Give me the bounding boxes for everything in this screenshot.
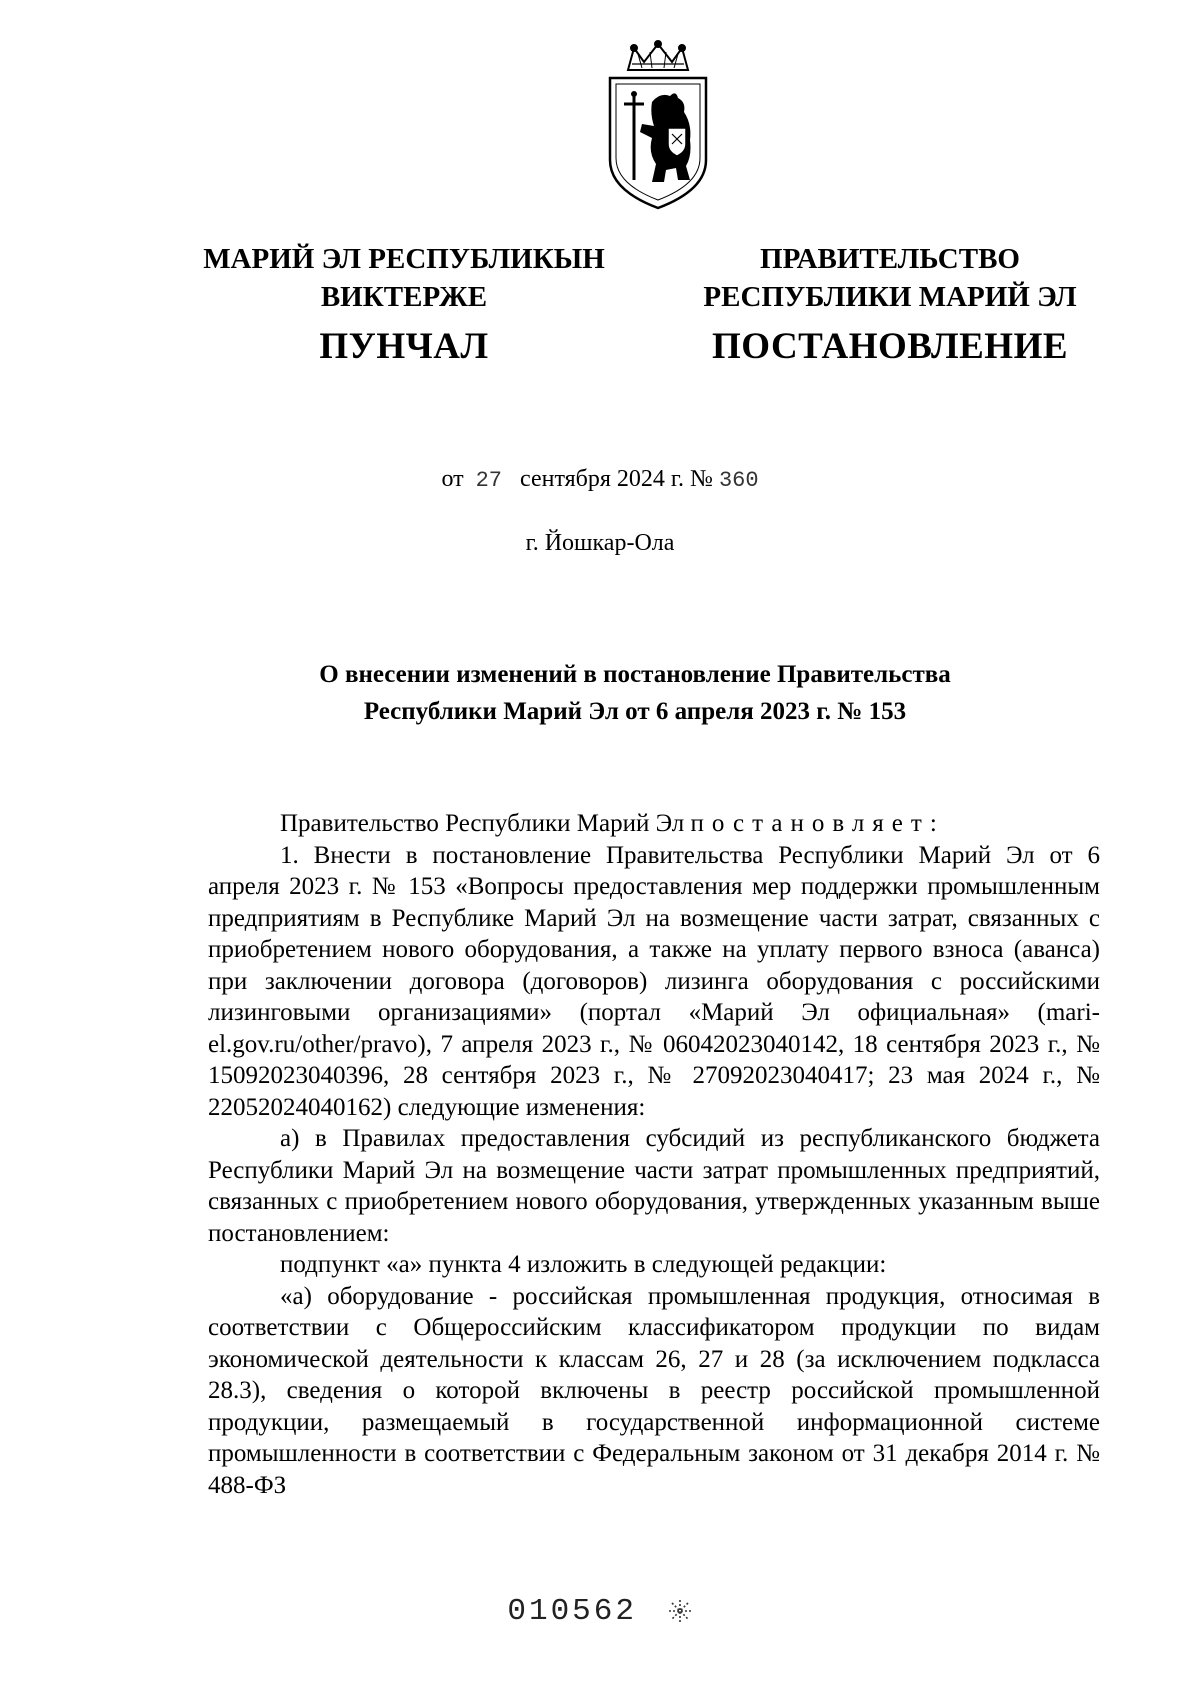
header-left-block <box>196 240 612 369</box>
document-date <box>0 462 1200 498</box>
coat-of-arms-icon <box>594 40 722 216</box>
intro-paragraph <box>208 808 1100 840</box>
date-prefix: от <box>441 466 464 492</box>
paragraph-1: 1. Внести в постановление Правительства Республики Марий Эл от 6 апреля 2023 г. № 153 «Вопросы предоставления мер поддержки промышленным предприятиям в Республике Марий Эл на возмещение части затрат, связанных с приобретением нового оборудования, а также на уплату первого взноса (аванса) при заключении договора (договоров) лизинга оборудования с российскими лизинговыми организациями» (портал «Марий Эл официальная» (mari-el.gov.ru/other/pravo), 7 апреля 2023 г., № 06042023040142, 18 сентября 2023 г., № 15092023040396, 28 сентября 2023 г., № 27092023040417; 23 мая 2024 г., № 22052024040162) следующие изменения: <box>208 841 1100 1121</box>
intro-spaced: постановляет: <box>690 810 945 837</box>
header-left-line2: ВИКТЕРЖЕ <box>320 281 488 313</box>
paragraph-3: подпункт «а» пункта 4 изложить в следующей редакции: <box>280 1251 887 1278</box>
document-body <box>208 808 1100 1501</box>
title-line2: Республики Марий Эл от 6 апреля 2023 г. № 153 <box>363 698 907 725</box>
title-line1: О внесении изменений в постановление Правительства <box>319 661 951 688</box>
document-title <box>200 656 1070 730</box>
paragraph-2: а) в Правилах предоставления субсидий из республиканского бюджета Республики Марий Эл на возмещение части затрат промышленных предприятий, связанных с приобретением нового оборудования, утвержденных указанным выше постановлением: <box>208 1125 1100 1247</box>
header-right-doc-type: ПОСТАНОВЛЕНИЕ <box>711 326 1069 367</box>
header-right-block <box>680 240 1100 369</box>
document-number: 360 <box>718 468 759 493</box>
header-right-line1: ПРАВИТЕЛЬСТВО <box>760 243 1020 275</box>
header-left-line1: МАРИЙ ЭЛ РЕСПУБЛИКЫН <box>203 243 605 275</box>
header-left-doc-type: ПУНЧАЛ <box>319 326 489 367</box>
serial-number-block <box>0 1594 1200 1629</box>
city-name: г. Йошкар-Ола <box>525 530 675 556</box>
date-day: 27 <box>475 468 503 493</box>
header-right-line2: РЕСПУБЛИКИ МАРИЙ ЭЛ <box>703 281 1077 313</box>
paragraph-4: «а) оборудование - российская промышленная продукция, относимая в соответствии с Общероссийским классификатором продукции по видам экономической деятельности к классам 26, 27 и 28 (за исключением подкласса 28.3), сведения о которой включены в реестр российской промышленной продукции, размещаемый в государственной информационной системе промышленности в соответствии с Федеральным законом от 31 декабря 2014 г. № 488-ФЗ <box>208 1282 1100 1499</box>
serial-number: 010562 <box>507 1594 637 1629</box>
date-month-year: сентября 2024 г. № <box>520 466 713 492</box>
intro-lead: Правительство Республики Марий Эл <box>280 810 691 837</box>
asterisk-mark-icon <box>667 1598 693 1624</box>
